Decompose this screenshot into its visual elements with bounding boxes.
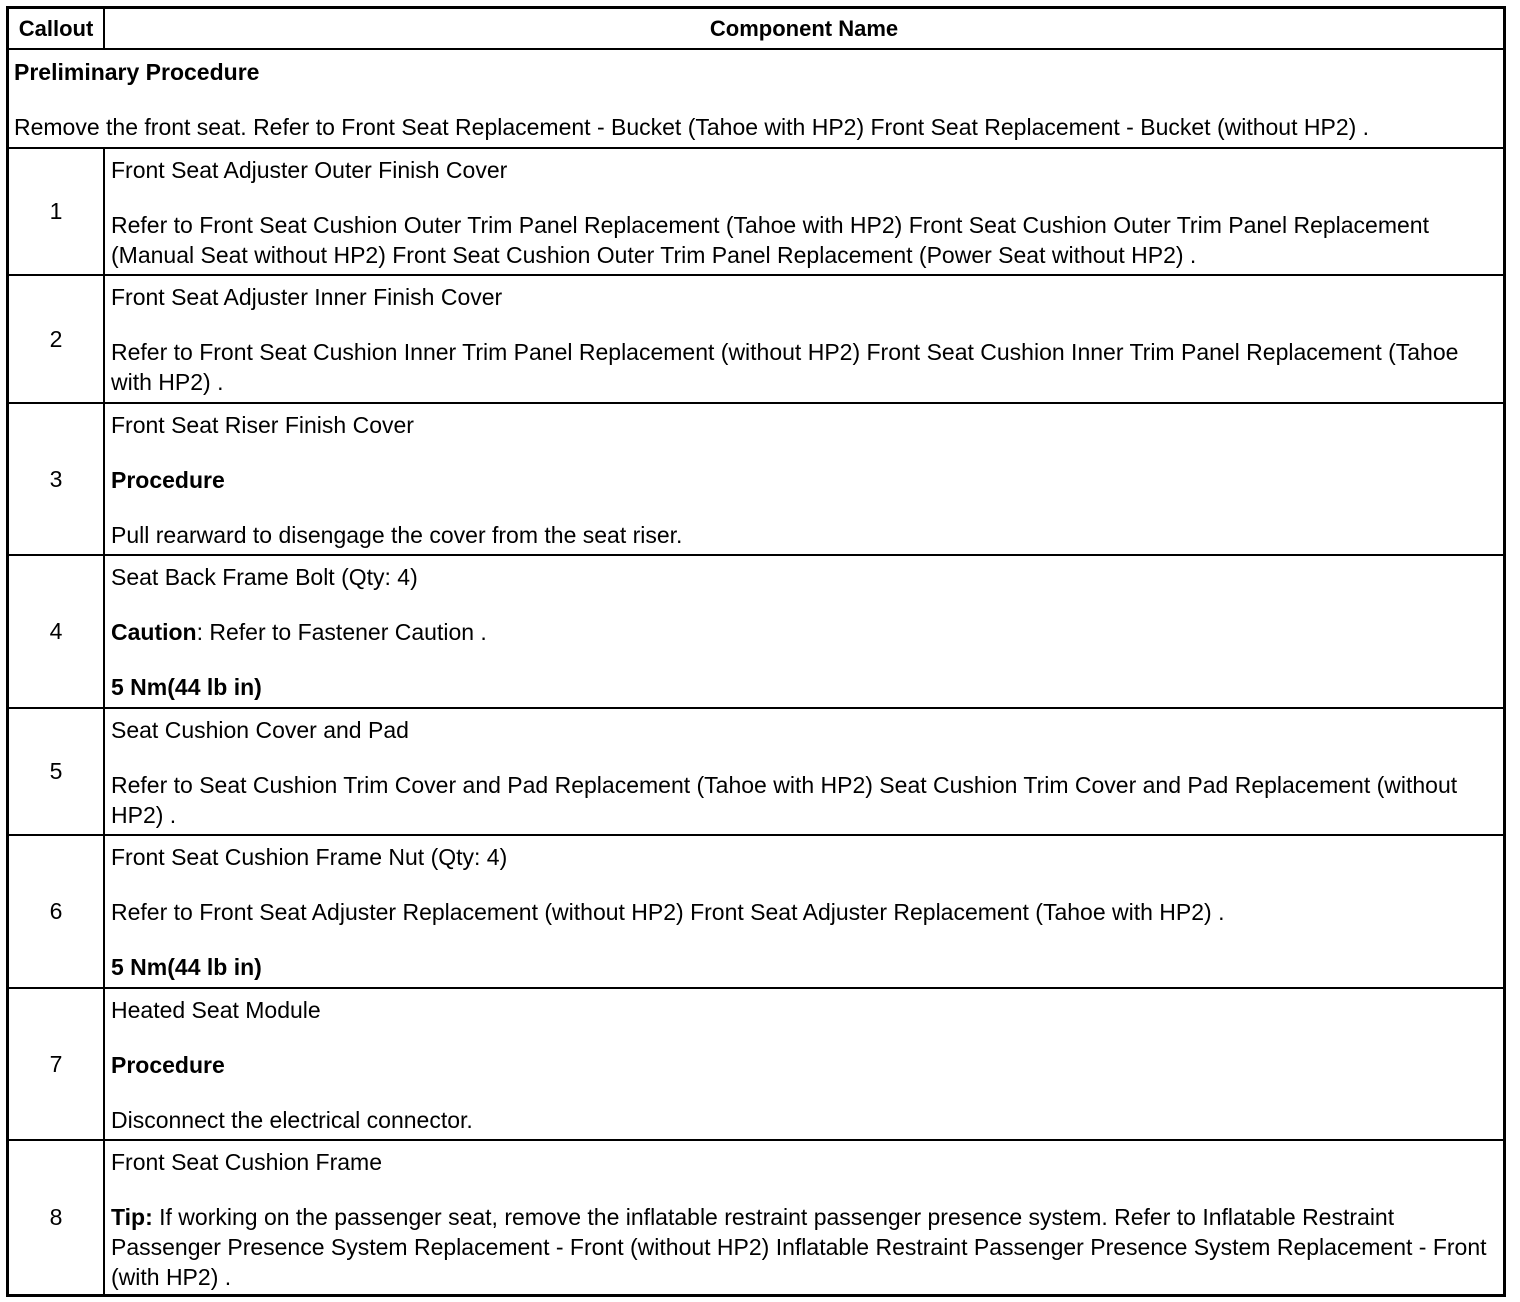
component-note: Refer to Front Seat Cushion Outer Trim Panel Replacement (Tahoe with HP2) Front Seat Cushion Outer Trim Panel Replacement (Manual Seat without HP2) Front Seat Cushion Outer Trim Panel Replacement (Power Seat without HP2) . (111, 212, 1429, 268)
table-row (9, 707, 1503, 834)
component-cell (105, 276, 1503, 402)
component-cell (105, 404, 1503, 554)
table-row (9, 987, 1503, 1139)
callout-number: 3 (9, 404, 105, 554)
component-note: Refer to Front Seat Cushion Inner Trim Panel Replacement (without HP2) Front Seat Cushion Inner Trim Panel Replacement (Tahoe with HP2) . (111, 339, 1459, 395)
component-name: Front Seat Cushion Frame Nut (Qty: 4) (111, 844, 508, 870)
table-row (9, 554, 1503, 707)
component-note: Refer to Front Seat Adjuster Replacement (without HP2) Front Seat Adjuster Replacement (Tahoe with HP2) . (111, 899, 1225, 925)
component-name: Front Seat Riser Finish Cover (111, 412, 414, 438)
callout-number: 2 (9, 276, 105, 402)
caution-text: : Refer to Fastener Caution . (196, 619, 487, 645)
component-table (6, 6, 1506, 1297)
procedure-label: Procedure (111, 1052, 225, 1078)
tip-label: Tip: (111, 1204, 153, 1230)
preliminary-title: Preliminary Procedure (14, 59, 260, 85)
component-cell (105, 1141, 1503, 1294)
callout-header: Callout (9, 9, 105, 48)
component-cell (105, 836, 1503, 987)
component-name: Seat Cushion Cover and Pad (111, 717, 409, 743)
callout-number: 8 (9, 1141, 105, 1294)
component-note: Pull rearward to disengage the cover from the seat riser. (111, 522, 683, 548)
component-name: Front Seat Adjuster Inner Finish Cover (111, 284, 503, 310)
component-name: Heated Seat Module (111, 997, 321, 1023)
callout-number: 4 (9, 556, 105, 707)
table-row (9, 274, 1503, 402)
table-row (9, 147, 1503, 274)
component-name: Front Seat Adjuster Outer Finish Cover (111, 157, 508, 183)
table-row (9, 1139, 1503, 1294)
component-name-header: Component Name (709, 16, 899, 41)
component-cell (105, 556, 1503, 707)
torque-spec: 5 Nm(44 lb in) (111, 954, 262, 980)
component-note: Disconnect the electrical connector. (111, 1107, 473, 1133)
table-row (9, 834, 1503, 987)
component-name: Seat Back Frame Bolt (Qty: 4) (111, 564, 418, 590)
procedure-label: Procedure (111, 467, 225, 493)
table-header-row (9, 9, 1503, 48)
caution-line (111, 617, 1497, 647)
tip-text: If working on the passenger seat, remove the inflatable restraint passenger presence system. Refer to Inflatable Restraint Passenger Presence System Replacement - Front (without HP2) Inflatable Restraint Passenger Presence System Replacement - Front (with HP2) . (111, 1204, 1487, 1290)
preliminary-procedure (9, 50, 1374, 147)
component-cell (105, 149, 1503, 274)
callout-number: 6 (9, 836, 105, 987)
component-cell (105, 709, 1503, 834)
callout-number: 5 (9, 709, 105, 834)
table-row (9, 402, 1503, 554)
preliminary-row (9, 48, 1503, 147)
component-cell (105, 989, 1503, 1139)
tip-line (111, 1202, 1497, 1292)
torque-spec: 5 Nm(44 lb in) (111, 674, 262, 700)
component-name: Front Seat Cushion Frame (111, 1149, 383, 1175)
callout-number: 7 (9, 989, 105, 1139)
caution-label: Caution (111, 619, 197, 645)
preliminary-text: Remove the front seat. Refer to Front Seat Replacement - Bucket (Tahoe with HP2) Front Seat Replacement - Bucket (without HP2) . (14, 114, 1370, 140)
callout-number: 1 (9, 149, 105, 274)
component-note: Refer to Seat Cushion Trim Cover and Pad Replacement (Tahoe with HP2) Seat Cushion Trim Cover and Pad Replacement (without HP2) . (111, 772, 1458, 828)
